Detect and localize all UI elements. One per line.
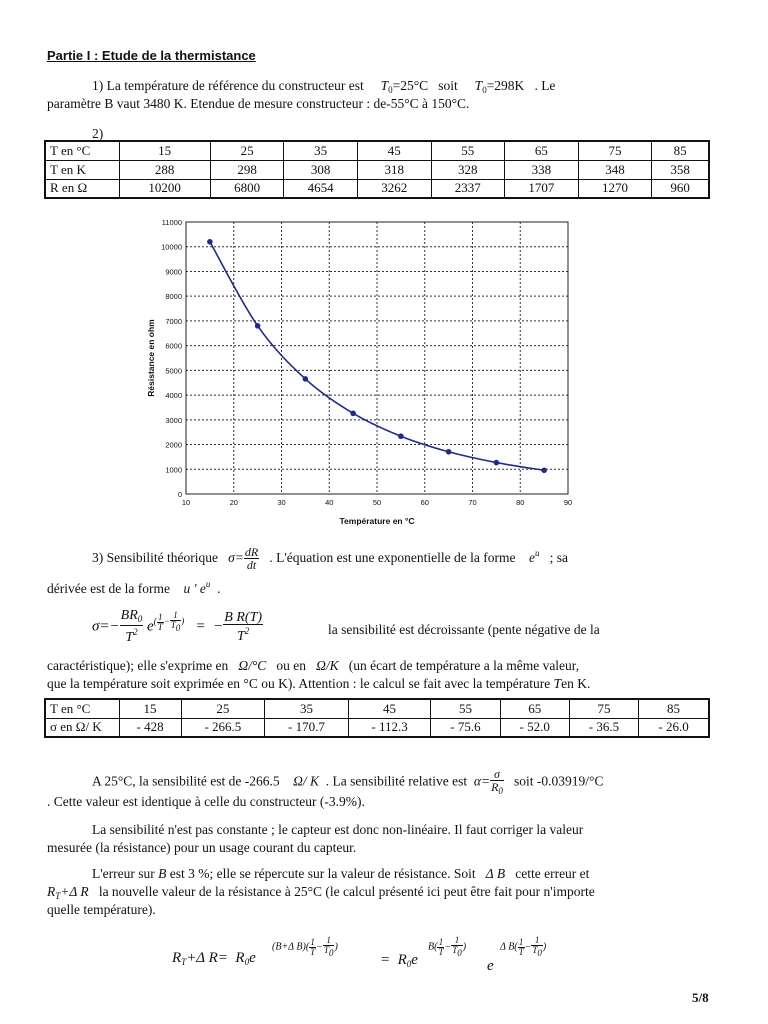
p5-line1: La sensibilité n'est pas constante ; le capteur est donc non-linéaire. Il faut corriger la valeur (92, 822, 584, 837)
sensitivity-desc-line3: que la température soit exprimée en °C ou K). Attention : le calcul se fait avec la température Ten K. (47, 676, 591, 691)
q2-label: 2) (92, 126, 104, 141)
sensitivity-table-cell: 85 (639, 699, 709, 718)
sensitivity-table-cell: 45 (348, 699, 431, 718)
resistance-table (44, 140, 710, 199)
resistance-table-row (45, 160, 709, 179)
sensitivity-table-cell: - 26.0 (639, 718, 709, 737)
resistance-table-row-header: T en K (45, 160, 119, 179)
sensitivity-table-cell: - 36.5 (569, 718, 638, 737)
y-tick-label: 4000 (165, 391, 182, 401)
resistance-error-formula: $R_T+\Delta$ $R= R_0e$ (172, 950, 256, 967)
y-axis-label: Résistance en ohm (146, 319, 156, 397)
page-number: 5/8 (692, 990, 709, 1005)
y-tick-label: 1000 (165, 465, 182, 475)
data-point (446, 449, 452, 455)
y-tick-label: 2000 (165, 440, 182, 450)
q3-line1: 3) Sensibilité théorique σ= $\frac{dR}{dt}$ . L'équation est une exponentielle de la forme $e^u$ ; sa (92, 545, 568, 573)
resistance-table-cell: 338 (505, 160, 579, 179)
y-tick-label: 9000 (165, 267, 182, 277)
sensitivity-table-cell: - 52.0 (500, 718, 569, 737)
resistance-table-row (45, 179, 709, 198)
data-point (541, 467, 547, 473)
x-tick-label: 70 (468, 498, 477, 507)
y-tick-label: 5000 (165, 366, 182, 376)
sensitivity-table-cell: 15 (119, 699, 181, 718)
formula2-exp2: B( $\frac{1}{T}$ − $\frac{1}{T_0}$ ) (428, 935, 467, 958)
x-tick-label: 10 (181, 498, 191, 507)
resistance-table-cell: 35 (284, 141, 358, 160)
resistance-table-cell: 960 (652, 179, 709, 198)
sensitivity-table-cell: 75 (569, 699, 638, 718)
resistance-table-cell: 85 (652, 141, 709, 160)
y-tick-label: 7000 (165, 316, 182, 326)
y-tick-label: 6000 (165, 341, 182, 351)
formula2-exp3: Δ B( $\frac{1}{T}$ − $\frac{1}{T_0}$ ) (500, 935, 547, 958)
resistance-table-cell: 1270 (578, 179, 652, 198)
data-point (207, 239, 213, 245)
data-point (303, 376, 309, 382)
p6-line3: quelle température). (47, 902, 156, 917)
data-point (350, 411, 356, 417)
resistance-table-cell: 328 (431, 160, 505, 179)
x-tick-label: 20 (229, 498, 238, 507)
p6-line2: $R_T+\Delta$ R la nouvelle valeur de la résistance à 25°C (le calcul présenté ici peut être fait pour n'importe (47, 884, 595, 901)
y-tick-label: 10000 (161, 242, 182, 252)
x-tick-label: 40 (325, 498, 334, 507)
resistance-table-cell: 2337 (431, 179, 505, 198)
sensitivity-table (44, 698, 710, 738)
sensitivity-table-cell: 35 (265, 699, 349, 718)
data-point (494, 460, 500, 466)
resistance-table-cell: 308 (284, 160, 358, 179)
resistance-table-cell: 6800 (210, 179, 284, 198)
sensitivity-table-row (45, 699, 709, 718)
sensitivity-table-cell: - 112.3 (348, 718, 431, 737)
resistance-table-cell: 298 (210, 160, 284, 179)
x-tick-label: 60 (420, 498, 429, 507)
y-tick-label: 0 (177, 490, 182, 499)
sensitivity-table-cell: - 75.6 (431, 718, 500, 737)
resistance-table-row (45, 141, 709, 160)
resistance-chart (142, 216, 594, 534)
resistance-table-cell: 288 (119, 160, 210, 179)
resistance-chart-svg (142, 216, 594, 534)
p6-line1: L'erreur sur B est 3 %; elle se répercute sur la valeur de résistance. Soit Δ B cette erreur et (92, 866, 590, 881)
resistance-table-cell: 75 (578, 141, 652, 160)
x-tick-label: 90 (563, 498, 573, 507)
sensitivity-table-row-header: σ en Ω/ K (45, 718, 119, 737)
resistance-table-cell: 45 (357, 141, 431, 160)
formula2-e: e (487, 958, 494, 974)
resistance-table-cell: 358 (652, 160, 709, 179)
section-title: Partie I : Etude de la thermistance (47, 48, 256, 63)
resistance-table-row-header: R en Ω (45, 179, 119, 198)
sensitivity-desc-line1: la sensibilité est décroissante (pente négative de la (328, 622, 600, 637)
q1-line1: 1) La température de référence du constructeur est $T_0=25^\circ C$ soit $T_0=298K$ . Le (92, 78, 556, 95)
p5-line2: mesurée (la résistance) pour un usage courant du capteur. (47, 840, 357, 855)
formula2-exp1: (B+Δ B)( $\frac{1}{T}$ − $\frac{1}{T_0}$ ) (272, 935, 338, 958)
resistance-table-cell: 55 (431, 141, 505, 160)
resistance-table-cell: 3262 (357, 179, 431, 198)
resistance-table-cell: 1707 (505, 179, 579, 198)
sensitivity-table-row-header: T en °C (45, 699, 119, 718)
p4-line2: . Cette valeur est identique à celle du constructeur (-3.9%). (47, 794, 365, 809)
q1-line2: paramètre B vaut 3480 K. Etendue de mesure constructeur : de-55°C à 150°C. (47, 96, 470, 111)
sensitivity-table-cell: - 428 (119, 718, 181, 737)
data-point (255, 323, 261, 329)
q3-line2: dérivée est de la forme u ' $e^u$ . (47, 579, 221, 596)
x-tick-label: 80 (516, 498, 525, 507)
sensitivity-table-cell: 25 (181, 699, 265, 718)
sensitivity-table-cell: - 266.5 (181, 718, 265, 737)
sensitivity-desc-line2: caractéristique); elle s'exprime en Ω/°C ou en Ω/K (un écart de température a la même valeur, (47, 658, 580, 673)
y-tick-label: 8000 (165, 292, 182, 302)
y-tick-label: 11000 (161, 218, 182, 227)
resistance-table-cell: 15 (119, 141, 210, 160)
resistance-table-cell: 348 (578, 160, 652, 179)
x-tick-label: 30 (277, 498, 286, 507)
resistance-table-cell: 25 (210, 141, 284, 160)
y-tick-label: 3000 (165, 415, 182, 425)
x-axis-label: Température en °C (339, 516, 415, 526)
sensitivity-formula: σ=− $\frac{BR_0}{T^2}$ $e^{( \frac{1}{T} - \frac{1}{T_0} )}$ = − $\frac{\text{B R(T)}}{T^2}$ (92, 608, 263, 645)
p4-line1: A 25°C, la sensibilité est de -266.5 Ω/ K . La sensibilité relative est α= $\frac{\sigma}{R_0}$ soit -0.03919/°C (92, 767, 604, 796)
data-point (398, 433, 404, 439)
formula2-eq: = $R_0e$ (380, 952, 418, 969)
resistance-table-cell: 65 (505, 141, 579, 160)
x-tick-label: 50 (372, 498, 382, 507)
resistance-table-cell: 4654 (284, 179, 358, 198)
resistance-table-cell: 10200 (119, 179, 210, 198)
sensitivity-table-cell: - 170.7 (265, 718, 349, 737)
resistance-table-row-header: T en °C (45, 141, 119, 160)
sensitivity-table-row (45, 718, 709, 737)
sensitivity-table-cell: 65 (500, 699, 569, 718)
sensitivity-table-cell: 55 (431, 699, 500, 718)
resistance-table-cell: 318 (357, 160, 431, 179)
